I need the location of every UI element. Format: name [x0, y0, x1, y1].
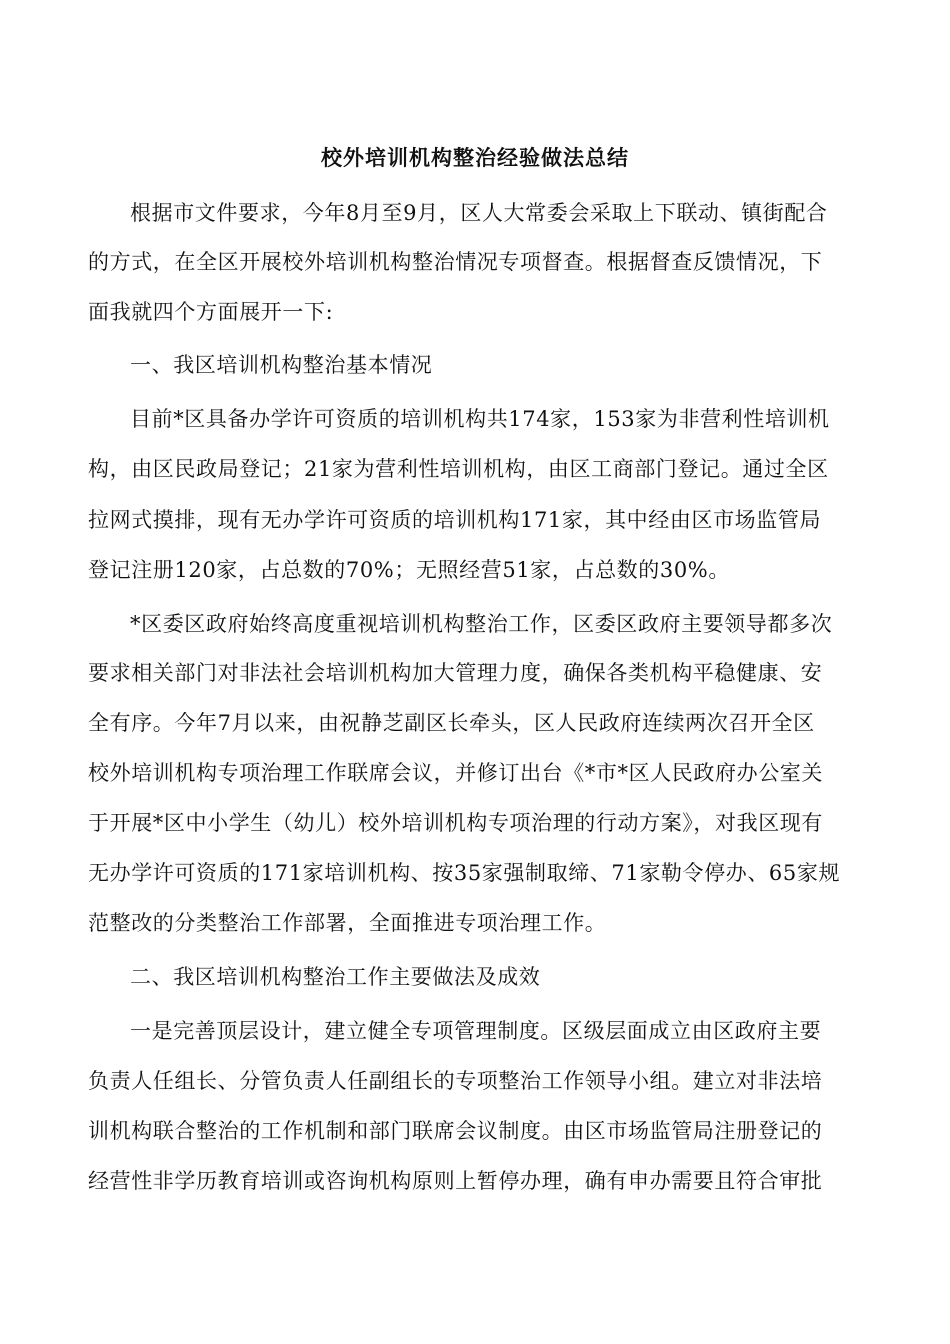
document-title: 校外培训机构整治经验做法总结 [321, 145, 629, 170]
paragraph-3-line-1: *区委区政府始终高度重视培训机构整治工作，区委区政府主要领导都多次 [130, 612, 833, 636]
paragraph-1-line-1: 根据市文件要求，今年8月至9月，区人大常委会采取上下联动、镇街配合 [130, 201, 828, 225]
paragraph-4-line-1: 一是完善顶层设计，建立健全专项管理制度。区级层面成立由区政府主要 [130, 1019, 822, 1043]
paragraph-3-line-5: 于开展*区中小学生（幼儿）校外培训机构专项治理的行动方案》，对我区现有 [88, 811, 823, 835]
paragraph-4-line-2: 负责人任组长、分管负责人任副组长的专项整治工作领导小组。建立对非法培 [88, 1069, 823, 1093]
paragraph-1-line-3: 面我就四个方面展开一下: [88, 300, 334, 324]
paragraph-2-line-1: 目前*区具备办学许可资质的培训机构共174家，153家为非营利性培训机 [130, 407, 830, 431]
paragraph-1-line-2: 的方式，在全区开展校外培训机构整治情况专项督查。根据督查反馈情况，下 [88, 250, 823, 274]
paragraph-3-line-7: 范整改的分类整治工作部署，全面推进专项治理工作。 [88, 911, 607, 935]
paragraph-2-line-4: 登记注册120家，占总数的70%；无照经营51家，占总数的30%。 [88, 558, 730, 582]
section-1-heading: 一、我区培训机构整治基本情况 [130, 353, 433, 377]
paragraph-3-line-6: 无办学许可资质的171家培训机构、按35家强制取缔、71家勒令停办、65家规 [88, 861, 841, 885]
paragraph-2-line-2: 构，由区民政局登记；21家为营利性培训机构，由区工商部门登记。通过全区 [88, 457, 829, 481]
paragraph-3-line-4: 校外培训机构专项治理工作联席会议，并修订出台《*市*区人民政府办公室关 [88, 761, 823, 785]
paragraph-3-line-2: 要求相关部门对非法社会培训机构加大管理力度，确保各类机构平稳健康、安 [88, 661, 823, 685]
paragraph-4-line-4: 经营性非学历教育培训或咨询机构原则上暂停办理，确有申办需要且符合审批 [88, 1169, 823, 1193]
paragraph-2-line-3: 拉网式摸排，现有无办学许可资质的培训机构171家，其中经由区市场监管局 [88, 508, 822, 532]
paragraph-3-line-3: 全有序。今年7月以来，由祝静芝副区长牵头，区人民政府连续两次召开全区 [88, 711, 815, 735]
paragraph-4-line-3: 训机构联合整治的工作机制和部门联席会议制度。由区市场监管局注册登记的 [88, 1119, 823, 1143]
section-2-heading: 二、我区培训机构整治工作主要做法及成效 [130, 965, 541, 989]
